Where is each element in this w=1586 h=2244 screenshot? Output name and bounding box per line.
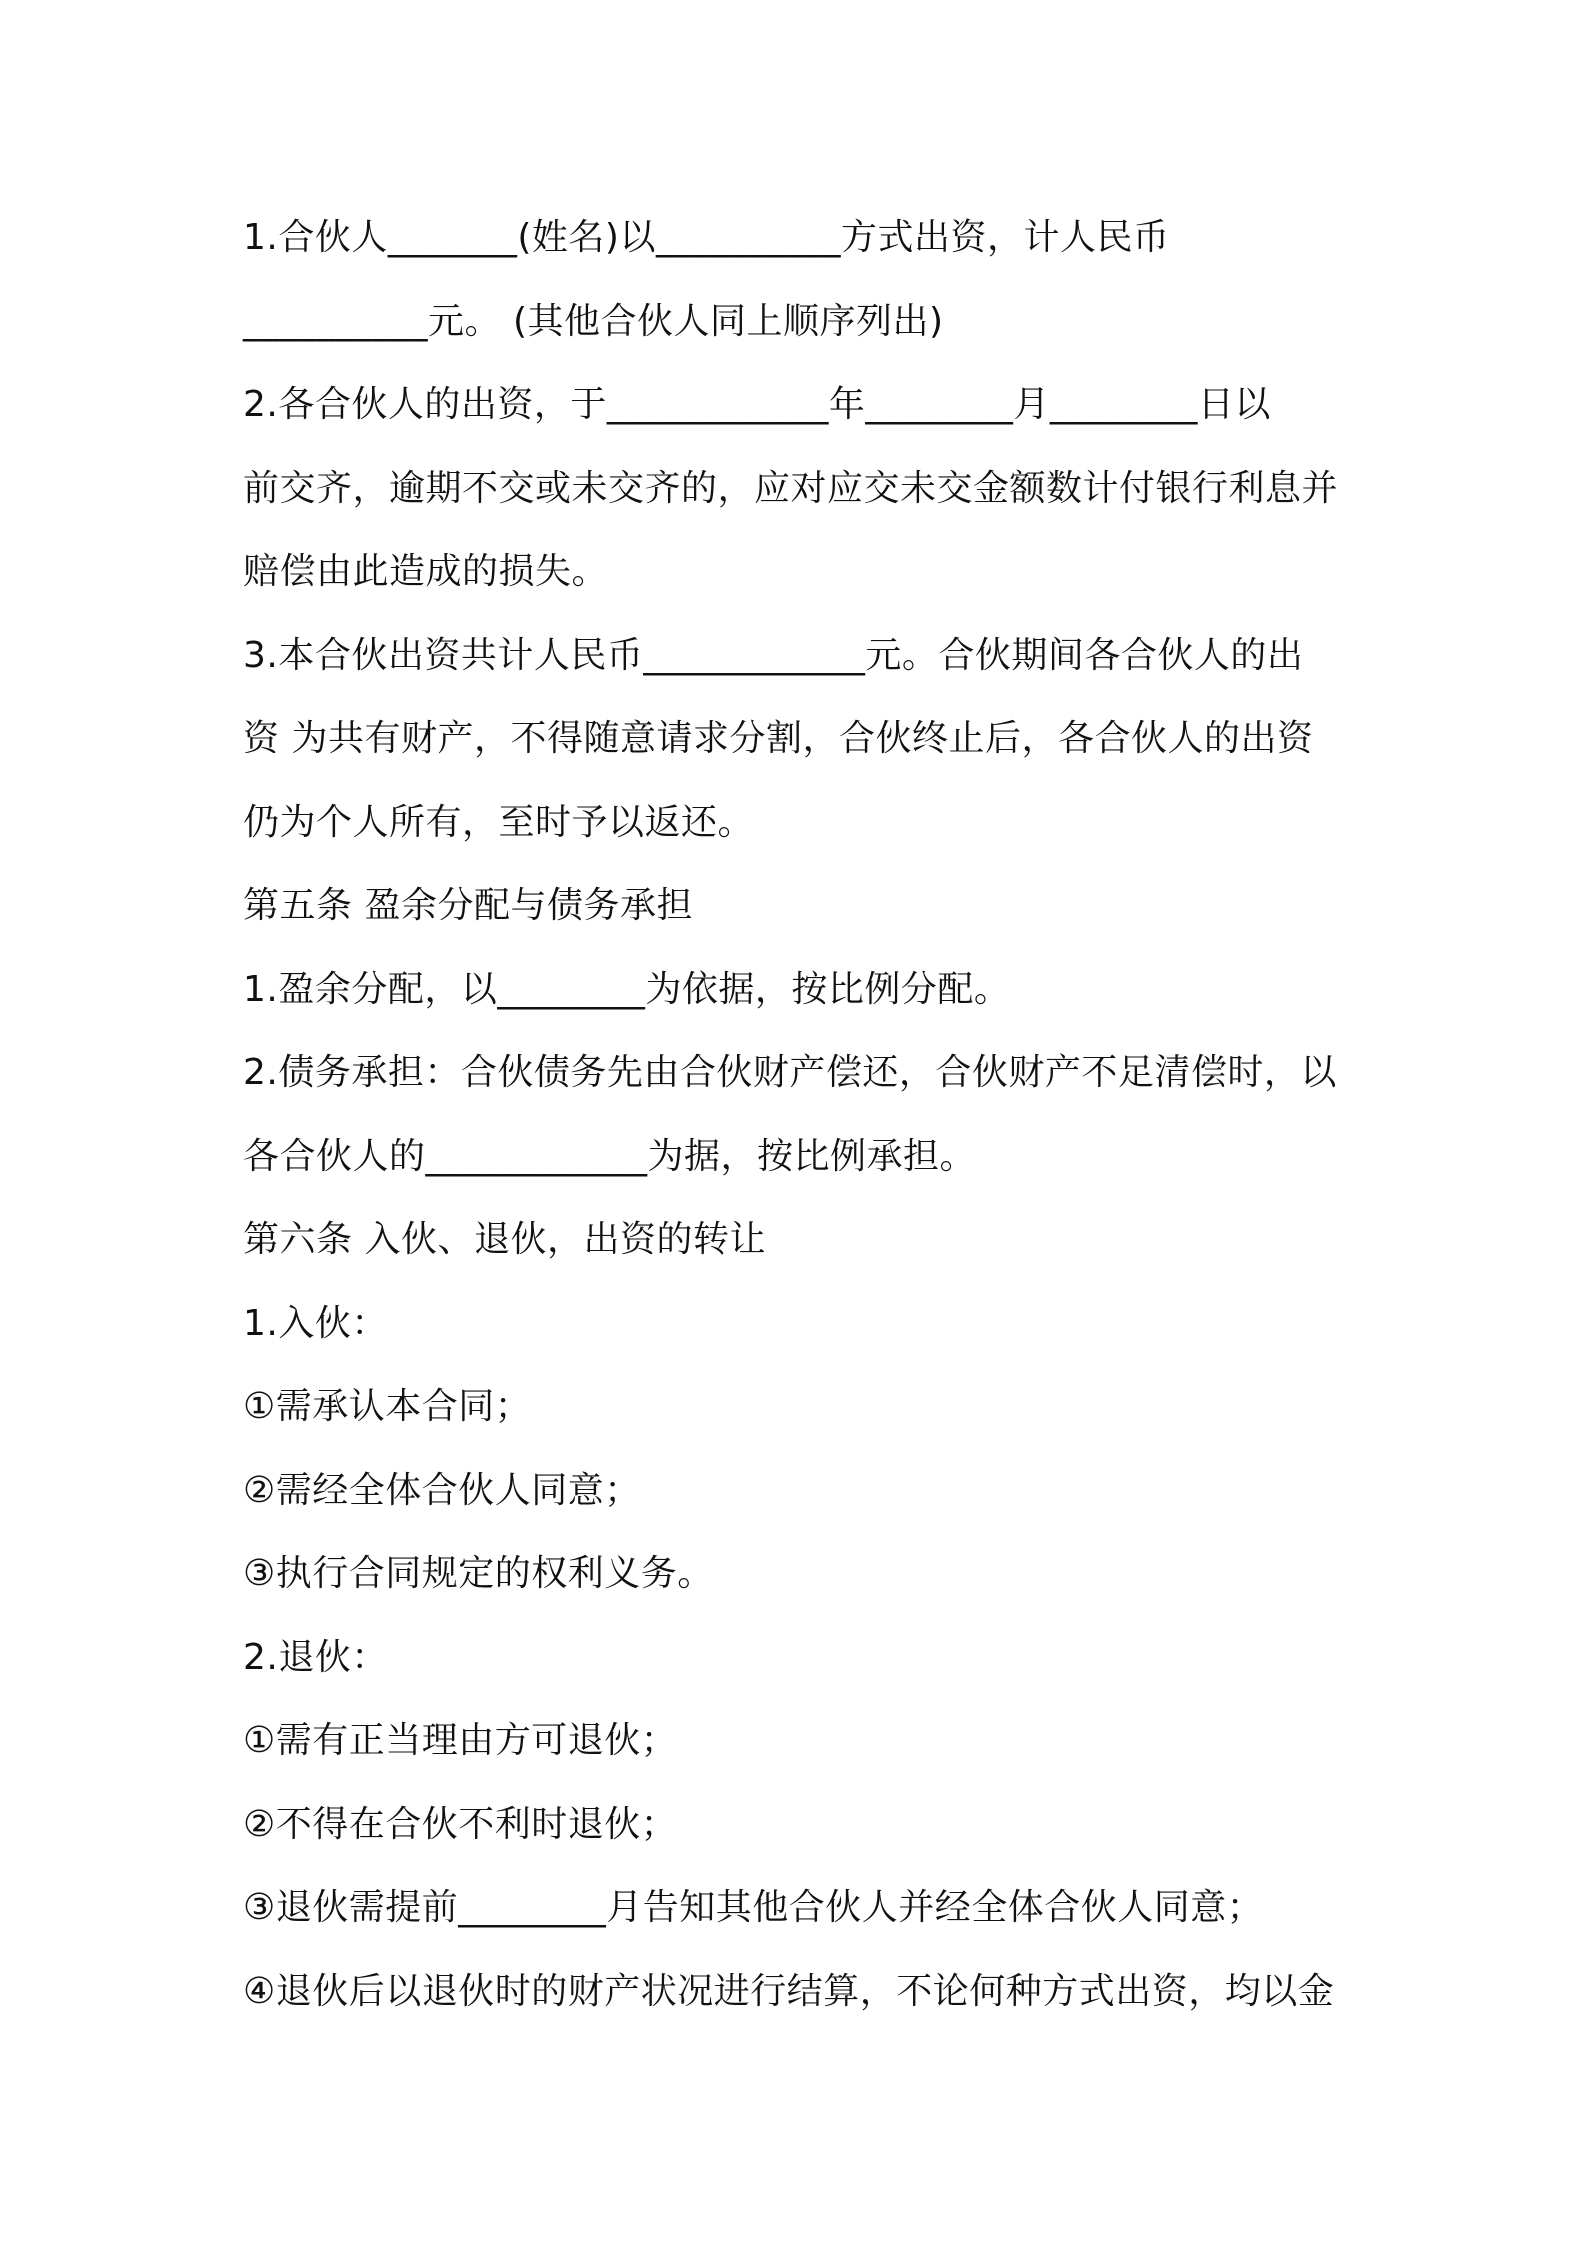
clause-line: 2.各合伙人的出资，于____________年________月________日以 <box>243 384 1271 425</box>
clause-line: 1.盈余分配，以________为依据，按比例分配。 <box>243 968 1011 1010</box>
list-item: ①需有正当理由方可退伙； <box>243 1720 678 1761</box>
clause-line: 1.入伙： <box>243 1302 388 1344</box>
list-item: ③退伙需提前________月告知其他合伙人并经全体合伙人同意； <box>243 1887 1264 1928</box>
list-item: ③执行合同规定的权利义务。 <box>243 1553 714 1594</box>
contract-body <box>243 196 1373 2033</box>
list-item: ④退伙后以退伙时的财产状况进行结算，不论何种方式出资，均以金 <box>243 1970 1335 2012</box>
clause-line: 资 为共有财产，不得随意请求分割，合伙终止后，各合伙人的出资 <box>243 718 1314 759</box>
clause-line: 2.债务承担：合伙债务先由合伙财产偿还，合伙财产不足清偿时，以 <box>243 1052 1337 1093</box>
section-heading: 第五条 盈余分配与债务承担 <box>243 885 693 926</box>
clause-line: 3.本合伙出资共计人民币____________元。合伙期间各合伙人的出 <box>243 634 1304 676</box>
section-heading: 第六条 入伙、退伙，出资的转让 <box>243 1219 766 1260</box>
clause-line: 赔偿由此造成的损失。 <box>243 551 609 592</box>
clause-line: 2.退伙： <box>243 1636 388 1678</box>
clause-line: 仍为个人所有，至时予以返还。 <box>243 801 755 843</box>
list-item: ②不得在合伙不利时退伙； <box>243 1803 678 1845</box>
clause-line: 前交齐，逾期不交或未交齐的，应对应交未交金额数计付银行利息并 <box>243 467 1339 509</box>
clause-line: 1.合伙人_______(姓名)以__________方式出资，计人民币 <box>243 217 1170 258</box>
clause-line: 各合伙人的____________为据，按比例承担。 <box>243 1135 977 1177</box>
list-item: ②需经全体合伙人同意； <box>243 1469 641 1511</box>
clause-line: __________元。 (其他合伙人同上顺序列出) <box>243 300 944 342</box>
list-item: ①需承认本合同； <box>243 1386 532 1427</box>
